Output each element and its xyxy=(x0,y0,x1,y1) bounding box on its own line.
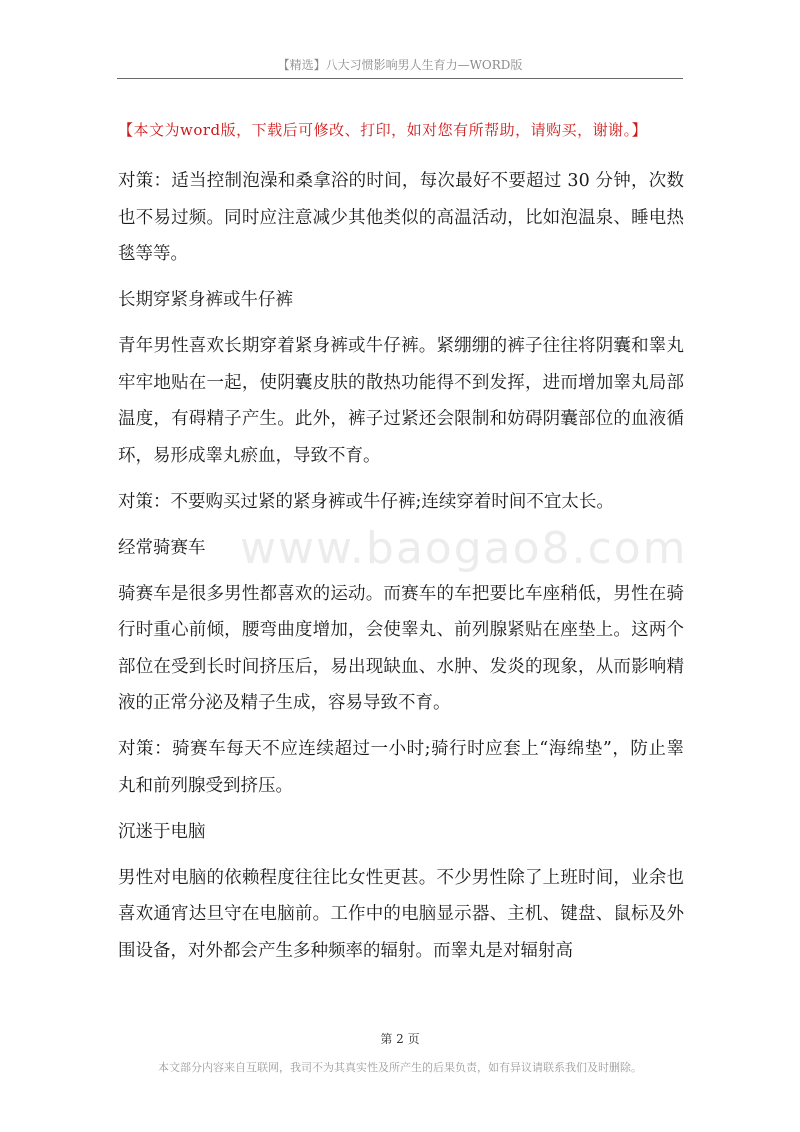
paragraph-cycling: 骑赛车是很多男性都喜欢的运动。而赛车的车把要比车座稍低，男性在骑行时重心前倾，腰弯曲度增加，会使睾丸、前列腺紧贴在座垫上。这两个部位在受到长时间挤压后，易出现缺血、水肿、发炎的现象，从而影响精液的正常分泌及精子生成，容易导致不育。 xyxy=(118,583,684,713)
page-header: 【精选】八大习惯影响男人生育力—WORD版 xyxy=(277,58,523,72)
heading-tight-pants: 长期穿紧身裤或牛仔裤 xyxy=(118,290,293,310)
header-divider xyxy=(117,78,683,79)
purchase-notice: 【本文为word版，下载后可修改、打印，如对您有所帮助，请购买，谢谢。】 xyxy=(118,121,648,139)
heading-cycling: 经常骑赛车 xyxy=(118,537,206,558)
paragraph-computer: 男性对电脑的依赖程度往往比女性更甚。不少男性除了上班时间，业余也喜欢通宵达旦守在电脑前。工作中的电脑显示器、主机、键盘、鼠标及外围设备，对外都会产生多种频率的辐射。而睾丸是对辐射高 xyxy=(118,867,684,961)
paragraph-countermeasure-cycling: 对策：骑赛车每天不应连续超过一小时;骑行时应套上“海绵垫”，防止睾丸和前列腺受到挤压。 xyxy=(118,739,684,796)
paragraph-tight-pants: 青年男性喜欢长期穿着紧身裤或牛仔裤。紧绷绷的裤子往往将阴囊和睾丸牢牢地贴在一起，使阴囊皮肤的散热功能得不到发挥，进而增加睾丸局部温度，有碍精子产生。此外，裤子过紧还会限制和妨碍阴囊部位的血液循环，易形成睾丸瘀血，导致不育。 xyxy=(118,336,684,466)
heading-computer: 沉迷于电脑 xyxy=(118,821,206,842)
watermark-text: www.baogao8.com xyxy=(240,523,688,574)
paragraph-countermeasure-bath: 对策：适当控制泡澡和桑拿浴的时间，每次最好不要超过 30 分钟，次数也不易过频。同时应注意减少其他类似的高温活动，比如泡温泉、睡电热毯等等。 xyxy=(118,171,684,264)
document-body xyxy=(118,163,688,979)
paragraph-countermeasure-pants: 对策：不要购买过紧的紧身裤或牛仔裤;连续穿着时间不宜太长。 xyxy=(118,491,614,512)
page-number: 第 2 页 xyxy=(380,1032,420,1046)
page-footer-disclaimer: 本文部分内容来自互联网，我司不为其真实性及所产生的后果负责，如有异议请联系我们及时删除。 xyxy=(158,1061,642,1074)
